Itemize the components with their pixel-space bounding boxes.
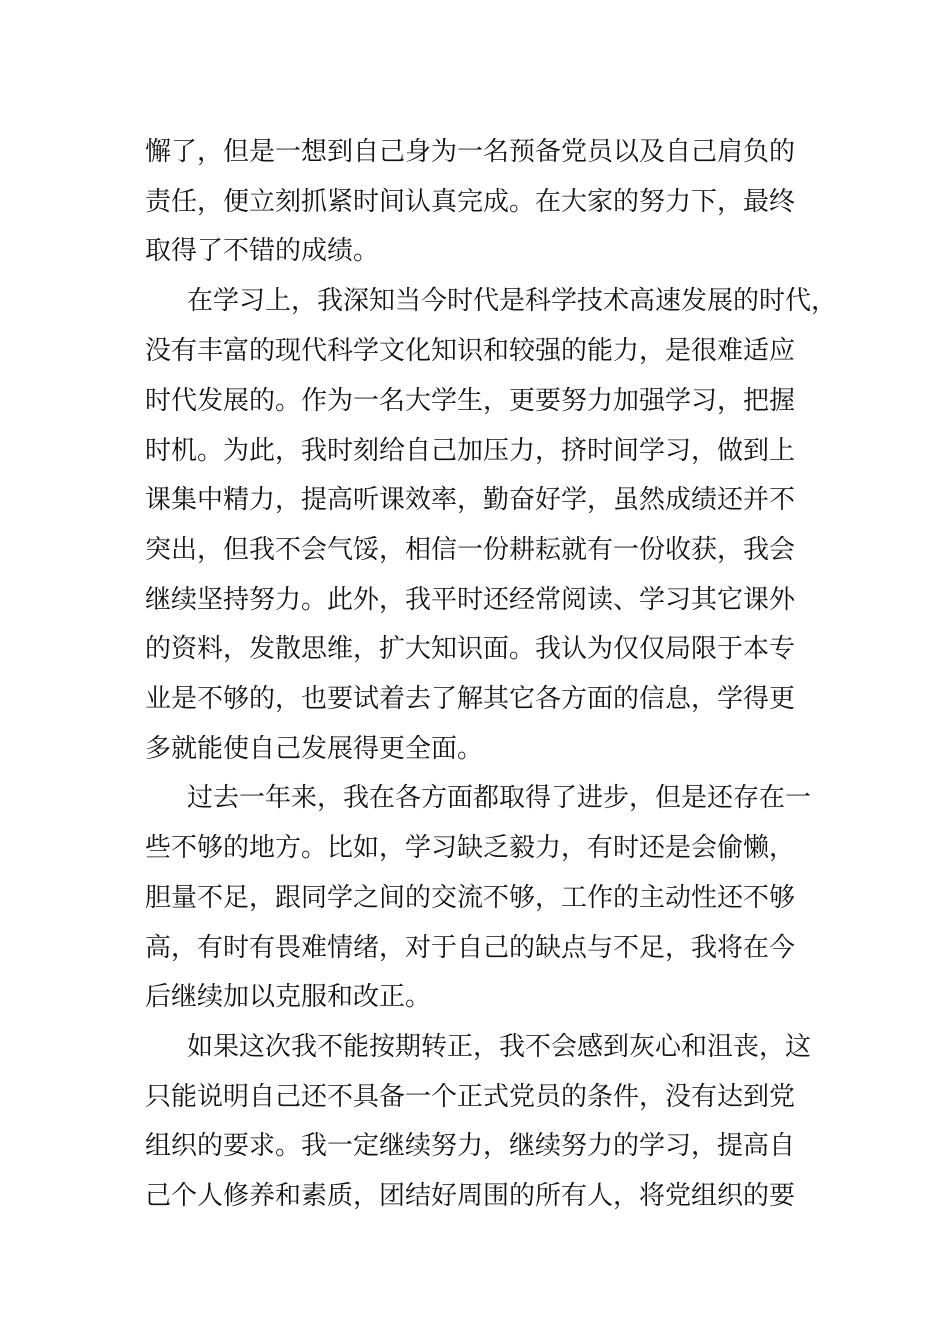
text-line: 些不够的地方。比如，学习缺乏毅力，有时还是会偷懒，: [145, 833, 796, 863]
text-line: 继续坚持努力。此外，我平时还经常阅读、学习其它课外: [145, 585, 796, 615]
paragraph-first-line: 在学习上，我深知当今时代是科学技术高速发展的时代，: [187, 286, 838, 316]
text-line: 业是不够的，也要试着去了解其它各方面的信息，学得更: [145, 684, 796, 714]
text-line: 后继续加以克服和改正。: [145, 982, 432, 1012]
paragraph-first-line: 过去一年来，我在各方面都取得了进步，但是还存在一: [187, 783, 812, 813]
text-line: 突出，但我不会气馁，相信一份耕耘就有一份收获，我会: [145, 535, 796, 565]
paragraph-first-line: 如果这次我不能按期转正，我不会感到灰心和沮丧，这: [187, 1032, 812, 1062]
text-line: 己个人修养和素质，团结好周围的所有人，将党组织的要: [145, 1181, 796, 1211]
text-line: 取得了不错的成绩。: [145, 236, 380, 266]
text-line: 没有丰富的现代科学文化知识和较强的能力，是很难适应: [145, 336, 796, 366]
text-line: 多就能使自己发展得更全面。: [145, 734, 484, 764]
text-line: 高，有时有畏难情绪，对于自己的缺点与不足，我将在今: [145, 933, 796, 963]
text-line: 时代发展的。作为一名大学生，更要努力加强学习，把握: [145, 386, 796, 416]
text-line: 组织的要求。我一定继续努力，继续努力的学习，提高自: [145, 1131, 796, 1161]
text-line: 的资料，发散思维，扩大知识面。我认为仅仅局限于本专: [145, 634, 796, 664]
text-line: 只能说明自己还不具备一个正式党员的条件，没有达到党: [145, 1082, 796, 1112]
text-line: 课集中精力，提高听课效率，勤奋好学，虽然成绩还并不: [145, 485, 796, 515]
text-line: 胆量不足，跟同学之间的交流不够，工作的主动性还不够: [145, 883, 796, 913]
text-line: 时机。为此，我时刻给自己加压力，挤时间学习，做到上: [145, 436, 796, 466]
text-line: 懈了，但是一想到自己身为一名预备党员以及自己肩负的: [145, 137, 796, 167]
text-line: 责任，便立刻抓紧时间认真完成。在大家的努力下，最终: [145, 187, 796, 217]
